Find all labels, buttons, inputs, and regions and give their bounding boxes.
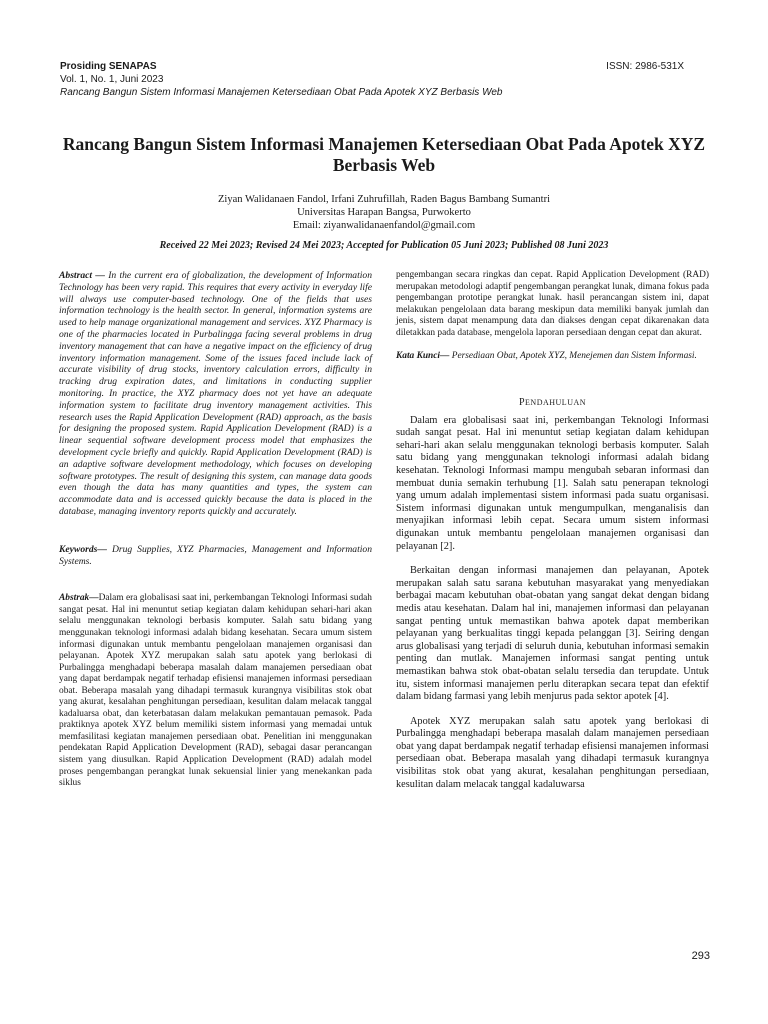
journal-name: Prosiding SENAPAS [60, 61, 157, 72]
section-heading-pendahuluan [396, 397, 709, 409]
abstract-english-text: In the current era of globalization, the development of Information Technology has been very rapid. This requires that every activity in everyday life will always use computer-based technology. One of the fields that uses information technology is the health sector. In general, information systems are used to help manage organizational management and services. XYZ Pharmacy is one of the pharmacies located in Purbalingga facing several problems in drug inventory management that can have a negative impact on the efficiency of drug inventory information management. Some of the issues faced include lack of accurate visibility of drug stocks, inventory calculation errors, difficulty in tracking drug expiration dates, and limitations in conducting supplier monitoring. In practice, the XYZ pharmacy does not yet have an adequate information system to facilitate drug inventory management activities. This research uses the Rapid Application Development (RAD) approach, as the basis for designing the proposed system. Rapid Application Development (RAD) is a linear sequential software development process model that emphasizes the development cycle briefly and quickly. Rapid Application Development (RAD) is an adaptive software development methodology, which focuses on developing software prototypes. The result of designing this system, can manage data goods even though the data has many quantities and types, the system can accommodate data and is accessed quickly because the data is placed in the database, managing inventory reports quickly and accurately. [59, 270, 372, 517]
paper-title: Rancang Bangun Sistem Informasi Manajemen Ketersediaan Obat Pada Apotek XYZ Berbasis Web [62, 134, 706, 175]
publication-dates: Received 22 Mei 2023; Revised 24 Mei 2023; Accepted for Publication 05 Juni 2023; Published 08 Juni 2023 [159, 240, 609, 251]
keywords-english [59, 544, 372, 568]
introduction-body [396, 415, 709, 792]
page-number: 293 [691, 950, 710, 962]
left-column [59, 270, 372, 790]
kata-kunci-label: Kata Kunci— [396, 351, 450, 362]
right-column [396, 270, 709, 791]
author-email: Email: ziyanwalidanaenfandol@gmail.com [292, 220, 476, 231]
abstract-indonesian-text: Dalam era globalisasi saat ini, perkembangan Teknologi Informasi sudah sangat pesat. Hal ini menuntut setiap kegiatan dalam kehidupan sehari-hari akan selalu menggunakan teknologi berbasis komputer. Salah satu bidang yang menggunakan teknologi informasi adalah bidang kesehatan. Secara umum sistem informasi digunakan untuk membantu pengelolaan manajemen organisasi dan pelayanan. Apotek XYZ merupakan salah satu apotek yang berlokasi di Purbalingga menghadapi beberapa masalah dalam manajemen persediaan obat yang dapat berdampak negatif terhadap efisiensi manajemen informasi persediaan obat. Beberapa masalah yang dihadapi termasuk kurangnya visibilitas stok obat yang akurat, kesalahan penghitungan persediaan, kesulitan dalam melacak tanggal kadaluarsa obat, dan keterbatasan dalam melakukan pemantauan pemasok. Pada praktiknya apotek XYZ belum memiliki sistem informasi yang memadai untuk memfasilitasi kegiatan manajemen persediaan obat. Penelitian ini menggunakan pendekatan Rapid Application Development (RAD), sebagai dasar perancangan sistem yang diusulkan. Rapid Application Development (RAD) adalah model proses pengembangan perangkat lunak sekuensial linier yang menekankan pada siklus [59, 593, 372, 789]
keywords-english-text: Drug Supplies, XYZ Pharmacies, Management and Information Systems. [59, 543, 372, 567]
issn: ISSN: 2986-531X [606, 61, 684, 72]
abstract-english [59, 270, 372, 518]
body-paragraph: Dalam era globalisasi saat ini, perkembangan Teknologi Informasi sudah sangat pesat. Hal ini menuntut setiap kegiatan dalam kehidupan sehari-hari akan selalu menggunakan teknologi berbasis komputer. Salah satu bidang yang menggunakan teknologi informasi adalah bidang kesehatan. Teknologi Informasi mampu mengubah sebaran informasi dan membuat dunia semakin terhubung [1]. Salah satu penerapan teknologi yang umum adalah implementasi sistem informasi pada suatu organisasi. Sistem informasi digunakan untuk mengumpulkan, menganalisis dan menyajikan informasi lebih cepat. Secara umum sistem informasi digunakan untuk membantu pengelolaan manajemen organisasi dan pelayanan [2]. [396, 414, 709, 552]
body-paragraph: Berkaitan dengan informasi manajemen dan pelayanan, Apotek merupakan salah satu sarana kebutuhan masyarakat yang menyediakan berbagai macam kebutuhan obat-obatan yang sangat dekat dengan bidang medis atau kesehatan. Dalam hal ini, manajemen informasi dan pelayanan sangat penting untuk memastikan bahwa apotek dapat memberikan pelayanan yang berkualitas tinggi kepada pelanggan [3]. Seiring dengan arus globalisasi yang terjadi di seluruh dunia, kebutuhan informasi semakin penting dan mutlak. Manajemen informasi sangat penting untuk memastikan bahwa stok obat-obatan selalu tersedia dan terupdate. Untuk itu, sistem informasi manajemen perlu diterapkan secara tepat dan efektif dalam bidang farmasi yang lebih menjurus pada sektor apotek [4]. [396, 565, 709, 703]
body-paragraph: Apotek XYZ merupakan salah satu apotek yang berlokasi di Purbalingga menghadapi beberapa masalah dalam manajemen persediaan obat yang dapat berdampak negatif terhadap efisiensi manajemen informasi persediaan obat. Beberapa masalah yang dihadapi termasuk kurangnya visibilitas stok obat yang akurat, kesalahan penghitungan persediaan, kesulitan dalam melacak tanggal kadaluwarsa [396, 715, 709, 790]
keywords-indonesian [396, 351, 709, 363]
abstract-label: Abstract — [59, 270, 105, 281]
abstract-indonesian-continued: pengembangan secara ringkas dan cepat. Rapid Application Development (RAD) merupakan metodologi adaptif pengembangan perangkat lunak, dimana fokus pada pengembangan prototipe perangkat lunak. hasil perancangan sistem ini, dapat melakukan pengelolaan data barang meskipun data memiliki banyak jumlah dan jenis, sistem dapat menampung data dan diakses dengan cepat dikarenakan data diletakkan pada database, mengelola laporan persediaan dengan cepat dan akurat. [396, 270, 709, 338]
page-header [60, 60, 708, 99]
section-heading-initial: P [518, 396, 526, 408]
section-heading-rest: ENDAHULUAN [525, 397, 587, 407]
running-title: Rancang Bangun Sistem Informasi Manajemen Ketersediaan Obat Pada Apotek XYZ Berbasis Web [60, 87, 503, 98]
volume-info: Vol. 1, No. 1, Juni 2023 [60, 74, 164, 85]
author-affiliation: Universitas Harapan Bangsa, Purwokerto [297, 207, 471, 218]
author-block [60, 193, 708, 232]
keywords-indonesian-text: Persediaan Obat, Apotek XYZ, Menejemen dan Sistem Informasi. [449, 351, 697, 362]
abstract-indonesian [59, 593, 372, 789]
author-names: Ziyan Walidanaen Fandol, Irfani Zuhrufillah, Raden Bagus Bambang Sumantri [218, 194, 550, 205]
abstrak-label: Abstrak— [59, 593, 99, 604]
keywords-label: Keywords— [59, 543, 107, 555]
